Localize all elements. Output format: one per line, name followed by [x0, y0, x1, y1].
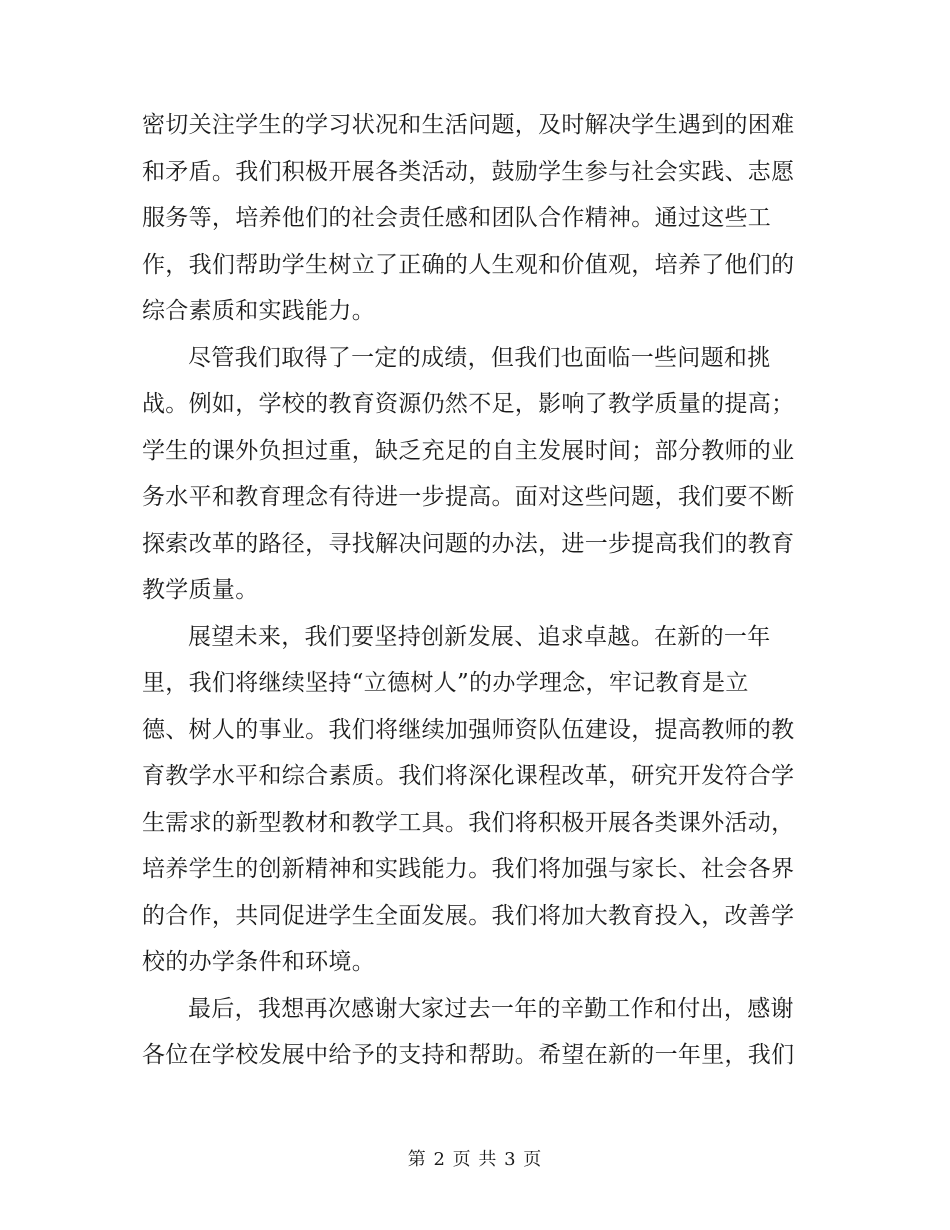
text-line: 学生的课外负担过重，缺乏充足的自主发展时间；部分教师的业 — [142, 437, 795, 464]
text-line: 生需求的新型教材和教学工具。我们将积极开展各类课外活动， — [142, 809, 795, 836]
text-line: 密切关注学生的学习状况和生活问题，及时解决学生遇到的困难 — [142, 112, 795, 138]
text-line: 作，我们帮助学生树立了正确的人生观和价值观，培养了他们的 — [142, 251, 795, 278]
text-line: 战。例如，学校的教育资源仍然不足，影响了教学质量的提高； — [142, 391, 795, 417]
text-line: 校的办学条件和环境。 — [142, 949, 375, 975]
text-line: 务水平和教育理念有待进一步提高。面对这些问题，我们要不断 — [142, 484, 795, 510]
page-footer — [0, 1146, 950, 1174]
document-body — [142, 102, 806, 1079]
text-line: 服务等，培养他们的社会责任感和团队合作精神。通过这些工 — [142, 205, 772, 231]
text-line: 教学质量。 — [142, 577, 259, 603]
text-line: 各位在学校发展中给予的支持和帮助。希望在新的一年里，我们 — [142, 1042, 795, 1068]
text-line: 的合作，共同促进学生全面发展。我们将加大教育投入，改善学 — [142, 902, 795, 929]
text-line: 综合素质和实践能力。 — [142, 298, 375, 324]
paragraph-first-line: 最后，我想再次感谢大家过去一年的辛勤工作和付出，感谢 — [188, 995, 794, 1022]
text-line: 德、树人的事业。我们将继续加强师资队伍建设，提高教师的教 — [142, 716, 795, 743]
paragraph-first-line: 展望未来，我们要坚持创新发展、追求卓越。在新的一年 — [188, 623, 771, 650]
text-line: 育教学水平和综合素质。我们将深化课程改革，研究开发符合学 — [142, 763, 795, 789]
text-line: 里，我们将继续坚持“立德树人”的办学理念，牢记教育是立 — [142, 670, 749, 696]
paragraph-first-line: 尽管我们取得了一定的成绩，但我们也面临一些问题和挑 — [188, 344, 771, 371]
text-line: 探索改革的路径，寻找解决问题的办法，进一步提高我们的教育 — [142, 530, 795, 557]
page-number: 第 2 页 共 3 页 — [407, 1149, 543, 1170]
text-line: 和矛盾。我们积极开展各类活动，鼓励学生参与社会实践、志愿 — [142, 158, 795, 185]
text-line: 培养学生的创新精神和实践能力。我们将加强与家长、社会各界 — [142, 856, 795, 882]
